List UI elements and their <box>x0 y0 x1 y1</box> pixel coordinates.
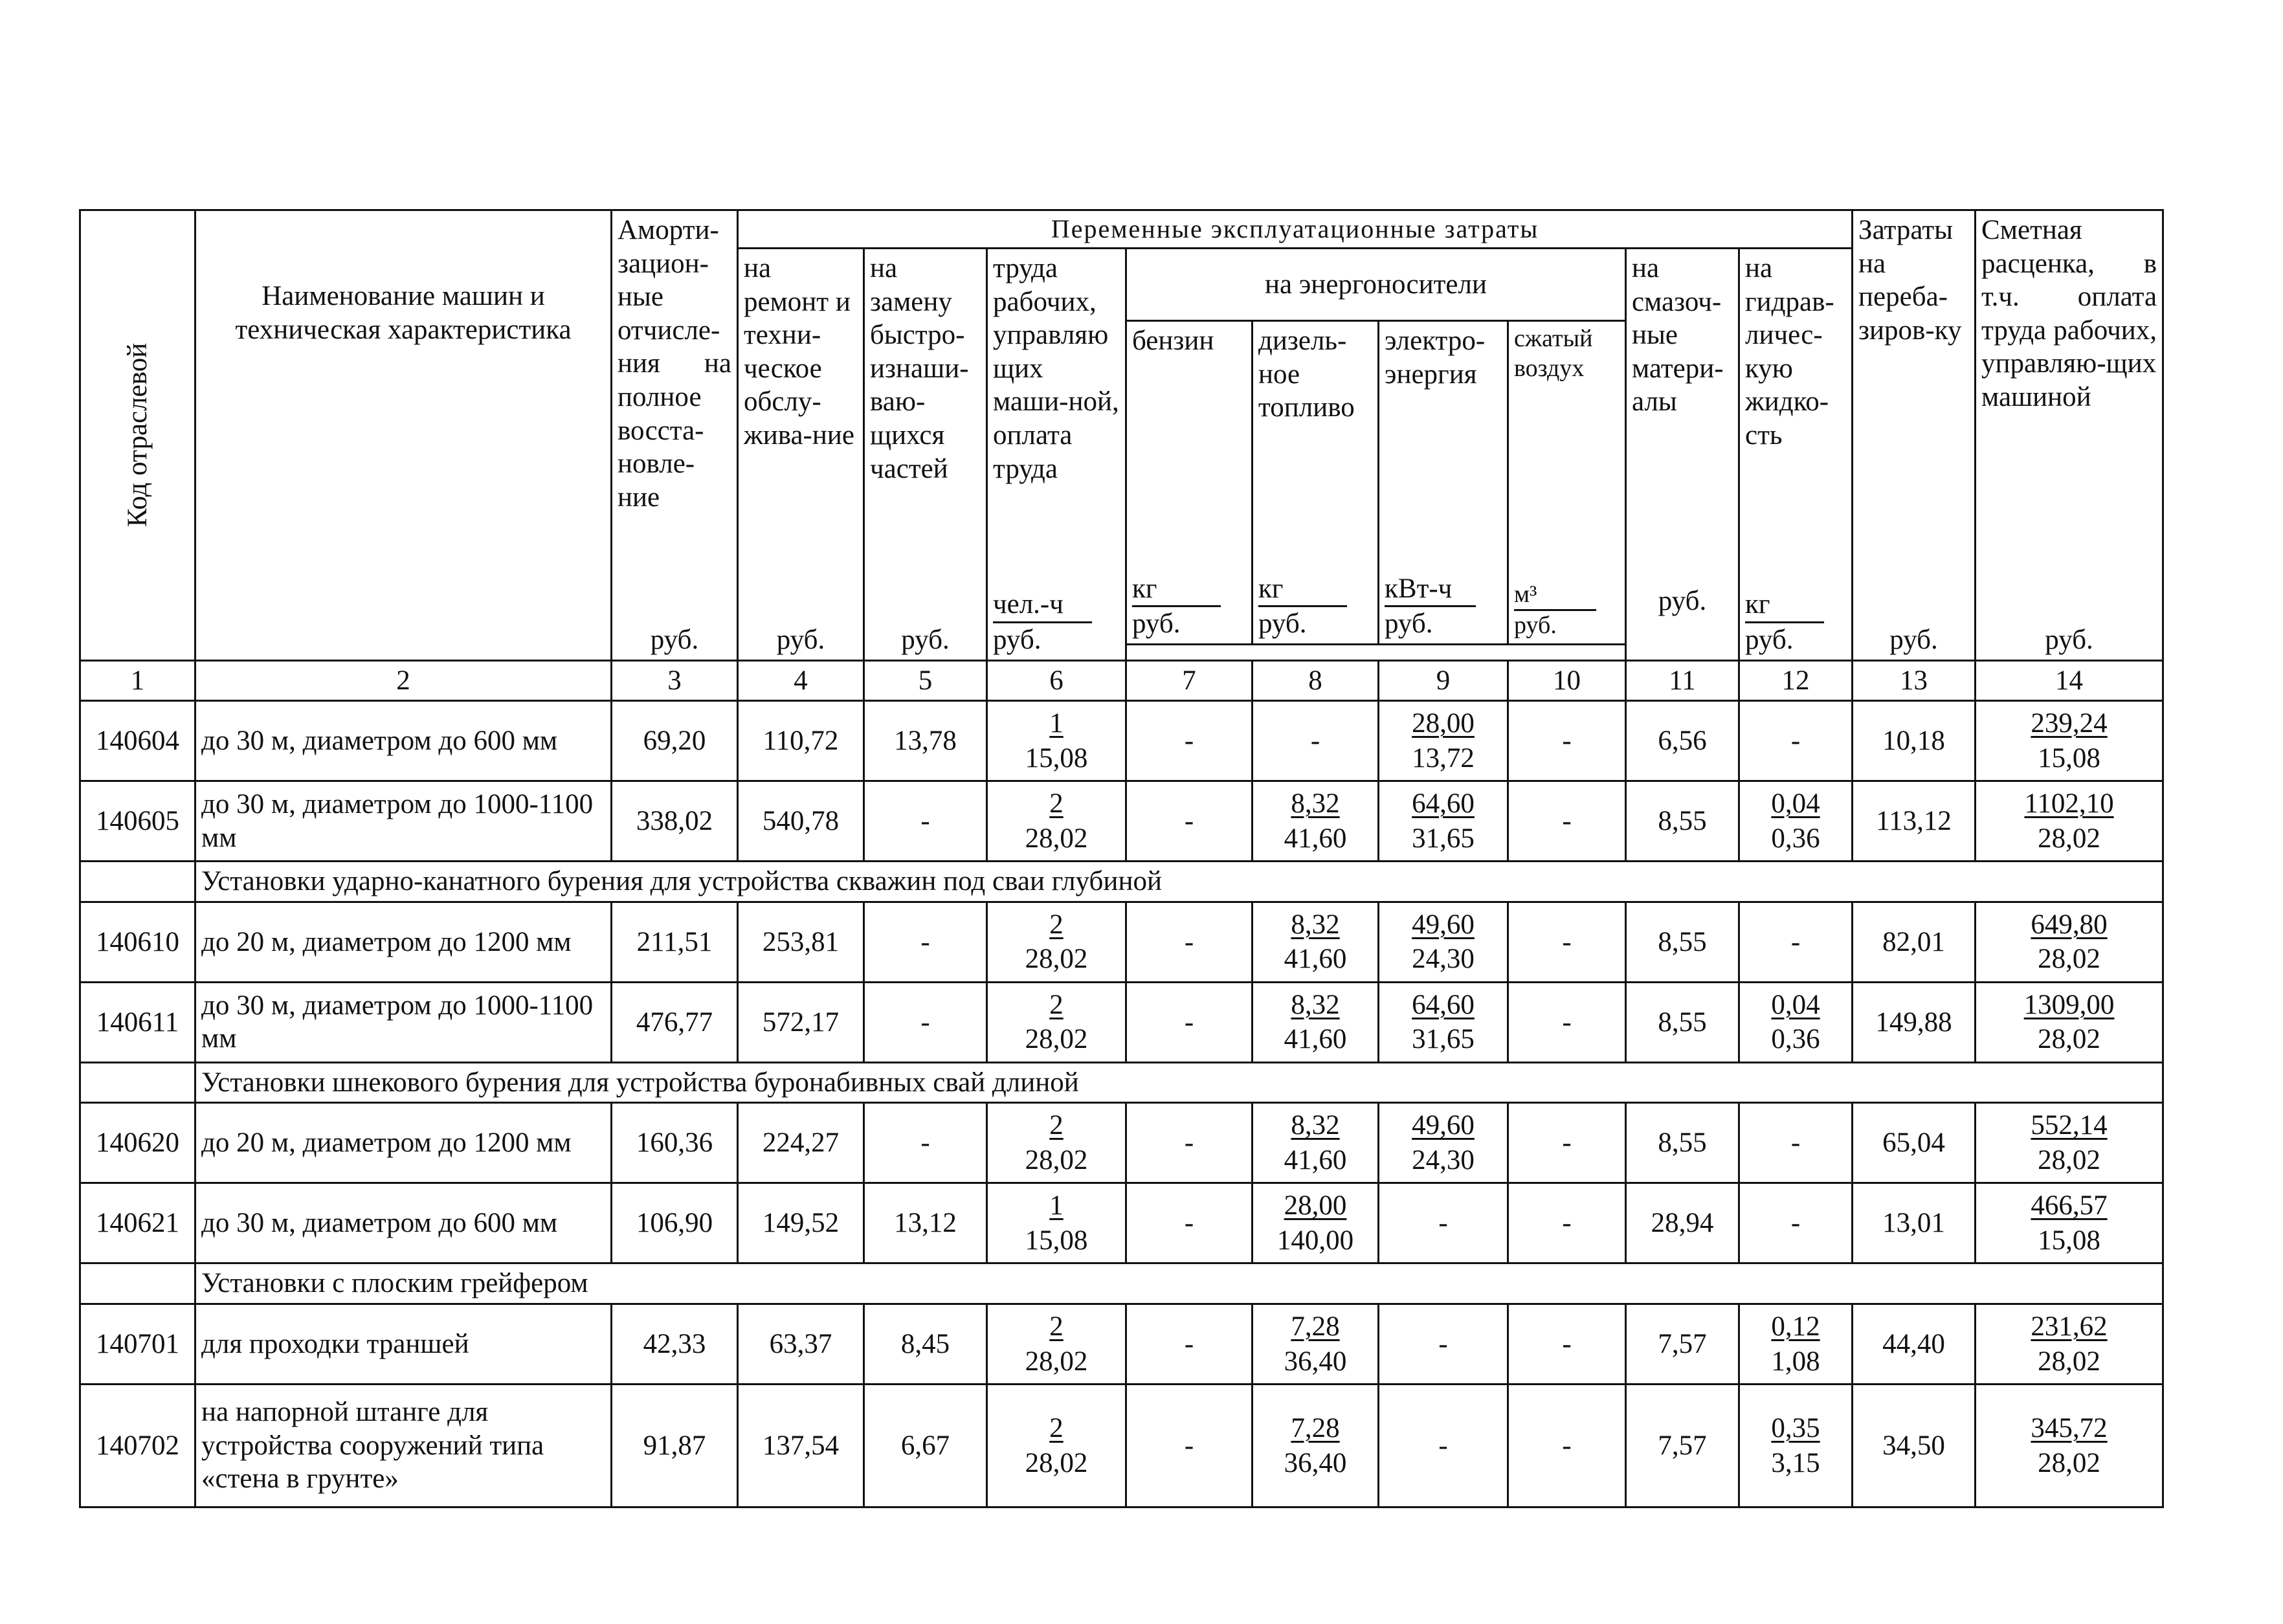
cell-c12: - <box>1739 701 1853 781</box>
section-title: Установки с плоским грейфером <box>195 1263 2163 1304</box>
fraction-bottom: 24,30 <box>1412 944 1475 975</box>
header-code <box>80 210 195 661</box>
fraction-value <box>2024 988 2115 1058</box>
cell-c9: - <box>1379 1304 1508 1385</box>
row-code: 140611 <box>80 982 195 1062</box>
section-row <box>80 1062 2163 1103</box>
cell-c14 <box>1976 1304 2163 1385</box>
cell-c7: - <box>1126 781 1253 862</box>
cell-c5: - <box>864 1103 987 1183</box>
cell-c10: - <box>1508 982 1626 1062</box>
section-spacer <box>80 1062 195 1103</box>
header-diesel <box>1253 321 1379 645</box>
header-air-unit-top: м³ <box>1514 580 1596 612</box>
header-hydraulic <box>1739 249 1853 661</box>
header-diesel-label: дизель-ное топливо <box>1258 326 1355 423</box>
fraction-value <box>1025 1411 1088 1481</box>
fraction-value <box>2031 907 2107 977</box>
table-row <box>80 1103 2163 1183</box>
cell-c11: 7,57 <box>1626 1304 1739 1385</box>
fraction-value <box>1412 706 1475 776</box>
cell-c14 <box>1976 1385 2163 1507</box>
fraction-top: 8,32 <box>1291 989 1340 1020</box>
row-code: 140701 <box>80 1304 195 1385</box>
fraction-bottom: 41,60 <box>1284 944 1347 975</box>
fraction-bottom: 31,65 <box>1412 823 1475 854</box>
fraction-value <box>1412 907 1475 977</box>
column-number: 12 <box>1739 660 1853 701</box>
header-lubricant-unit: руб. <box>1658 586 1707 617</box>
fraction-bottom: 28,02 <box>1025 1447 1088 1478</box>
cell-c7: - <box>1126 701 1253 781</box>
row-name: до 30 м, диаметром до 600 мм <box>195 1183 612 1263</box>
fraction-bottom: 28,02 <box>1025 1144 1088 1175</box>
cell-c14 <box>1976 1183 2163 1263</box>
cell-c8 <box>1253 1183 1379 1263</box>
cell-c8: - <box>1253 701 1379 781</box>
cell-c6 <box>987 1304 1126 1385</box>
fraction-bottom: 15,08 <box>2038 1225 2100 1256</box>
cell-c3: 42,33 <box>612 1304 738 1385</box>
cell-c4: 149,52 <box>738 1183 864 1263</box>
cell-c8 <box>1253 902 1379 982</box>
fraction-top: 1 <box>1049 1190 1064 1221</box>
header-air-unit-bottom: руб. <box>1514 612 1557 640</box>
fraction-value <box>1025 988 1088 1058</box>
cell-c4: 63,37 <box>738 1304 864 1385</box>
fraction-bottom: 41,60 <box>1284 1024 1347 1055</box>
cell-c13: 10,18 <box>1853 701 1976 781</box>
fraction-bottom: 28,02 <box>1025 1024 1088 1055</box>
machine-cost-table <box>79 209 2164 1508</box>
table-row <box>80 1304 2163 1385</box>
fraction-top: 64,60 <box>1412 989 1475 1020</box>
cell-c5: - <box>864 982 987 1062</box>
fraction-top: 239,24 <box>2031 707 2108 739</box>
fraction-value <box>2031 706 2107 776</box>
cell-c3: 211,51 <box>612 902 738 982</box>
cell-c14 <box>1976 1103 2163 1183</box>
section-spacer <box>80 1263 195 1304</box>
header-electric-unit-bottom: руб. <box>1385 608 1433 640</box>
cell-c12 <box>1739 1304 1853 1385</box>
cell-c4: 137,54 <box>738 1385 864 1507</box>
header-petrol <box>1126 321 1253 645</box>
cell-c10: - <box>1508 781 1626 862</box>
cell-c14 <box>1976 982 2163 1062</box>
header-petrol-unit-bottom: руб. <box>1132 608 1181 640</box>
cell-c8 <box>1253 982 1379 1062</box>
header-air-label: сжатый воздух <box>1514 325 1593 382</box>
header-parts <box>864 249 987 661</box>
fraction-top: 2 <box>1049 1412 1064 1443</box>
fraction-bottom: 15,08 <box>2038 742 2100 773</box>
cell-c14 <box>1976 781 2163 862</box>
row-name: до 30 м, диаметром до 1000-1100 мм <box>195 982 612 1062</box>
header-repair <box>738 249 864 661</box>
cell-c7: - <box>1126 1183 1253 1263</box>
fraction-value <box>2031 1309 2107 1379</box>
row-name: до 20 м, диаметром до 1200 мм <box>195 1103 612 1183</box>
table-row <box>80 902 2163 982</box>
fraction-value <box>1771 1309 1820 1379</box>
cell-c13: 34,50 <box>1853 1385 1976 1507</box>
column-number: 3 <box>612 660 738 701</box>
cell-c11: 7,57 <box>1626 1385 1739 1507</box>
column-number: 4 <box>738 660 864 701</box>
header-air <box>1508 321 1626 645</box>
cell-c6 <box>987 1385 1126 1507</box>
fraction-top: 2 <box>1049 1311 1064 1342</box>
fraction-value <box>1284 1309 1347 1379</box>
header-parts-unit: руб. <box>901 625 950 656</box>
row-code: 140605 <box>80 781 195 862</box>
fraction-value <box>1284 1108 1347 1178</box>
cell-c7: - <box>1126 1304 1253 1385</box>
fraction-value <box>1284 907 1347 977</box>
cell-c9 <box>1379 1103 1508 1183</box>
column-number: 6 <box>987 660 1126 701</box>
table-row <box>80 982 2163 1062</box>
fraction-value <box>1025 1309 1088 1379</box>
cell-c13: 44,40 <box>1853 1304 1976 1385</box>
cell-c4: 540,78 <box>738 781 864 862</box>
cell-c9 <box>1379 701 1508 781</box>
header-estimate-label: Сметная расценка, в т.ч. оплата труда рабочих, управляю-щих машиной <box>1981 215 2157 412</box>
fraction-top: 2 <box>1049 989 1064 1020</box>
fraction-bottom: 13,72 <box>1412 742 1475 773</box>
header-petrol-label: бензин <box>1132 326 1214 356</box>
fraction-value <box>1412 786 1475 856</box>
header-amort-label: Аморти-зацион-ные отчисле-ния на полное восста-новле-ние <box>618 215 731 513</box>
fraction-bottom: 36,40 <box>1284 1346 1347 1377</box>
column-number: 8 <box>1253 660 1379 701</box>
cell-c9: - <box>1379 1183 1508 1263</box>
cell-c10: - <box>1508 1304 1626 1385</box>
header-transport-unit: руб. <box>1889 625 1938 656</box>
fraction-value <box>1284 988 1347 1058</box>
cell-c3: 476,77 <box>612 982 738 1062</box>
column-number: 7 <box>1126 660 1253 701</box>
cell-c10: - <box>1508 1385 1626 1507</box>
column-number: 2 <box>195 660 612 701</box>
fraction-top: 1102,10 <box>2024 788 2114 819</box>
fraction-top: 8,32 <box>1291 788 1340 819</box>
fraction-top: 2 <box>1049 909 1064 940</box>
cell-c5: - <box>864 902 987 982</box>
column-number: 5 <box>864 660 987 701</box>
cell-c10: - <box>1508 1103 1626 1183</box>
cell-c12 <box>1739 781 1853 862</box>
cell-c5: 13,12 <box>864 1183 987 1263</box>
fraction-bottom: 28,02 <box>2038 944 2100 975</box>
fraction-bottom: 0,36 <box>1771 1024 1820 1055</box>
fraction-top: 2 <box>1049 788 1064 819</box>
fraction-top: 552,14 <box>2031 1110 2108 1141</box>
fraction-bottom: 3,15 <box>1771 1447 1820 1478</box>
row-code: 140620 <box>80 1103 195 1183</box>
fraction-top: 0,35 <box>1771 1412 1820 1443</box>
fraction-top: 8,32 <box>1291 1110 1340 1141</box>
cell-c7: - <box>1126 1103 1253 1183</box>
header-estimate <box>1976 210 2163 661</box>
cell-c7: - <box>1126 982 1253 1062</box>
section-row <box>80 862 2163 902</box>
fraction-top: 7,28 <box>1291 1311 1340 1342</box>
fraction-top: 649,80 <box>2031 909 2108 940</box>
cell-c5: 6,67 <box>864 1385 987 1507</box>
column-number: 14 <box>1976 660 2163 701</box>
fraction-bottom: 140,00 <box>1276 1225 1354 1256</box>
cell-c9 <box>1379 902 1508 982</box>
header-hydraulic-unit-top: кг <box>1745 588 1824 623</box>
cell-c10: - <box>1508 1183 1626 1263</box>
header-energy: на энергоносители <box>1126 249 1626 321</box>
fraction-value <box>1025 706 1088 776</box>
fraction-value <box>2031 1108 2107 1178</box>
cell-c9: - <box>1379 1385 1508 1507</box>
column-number: 13 <box>1853 660 1976 701</box>
section-spacer <box>80 862 195 902</box>
cell-c8 <box>1253 1304 1379 1385</box>
fraction-top: 231,62 <box>2031 1311 2108 1342</box>
fraction-top: 466,57 <box>2031 1190 2108 1221</box>
fraction-top: 0,12 <box>1771 1311 1820 1342</box>
header-lubricant <box>1626 249 1739 661</box>
header-labor-unit-top: чел.-ч <box>993 588 1092 623</box>
header-labor-unit-bottom: руб. <box>993 625 1041 656</box>
header-petrol-unit-top: кг <box>1132 572 1221 608</box>
fraction-value <box>2031 1188 2107 1258</box>
fraction-bottom: 28,02 <box>1025 944 1088 975</box>
cell-c6 <box>987 982 1126 1062</box>
header-code-label: Код отраслевой <box>122 343 153 528</box>
cell-c4: 253,81 <box>738 902 864 982</box>
fraction-bottom: 28,02 <box>1025 823 1088 854</box>
cell-c4: 572,17 <box>738 982 864 1062</box>
column-number-row <box>80 660 2163 701</box>
fraction-value <box>1025 786 1088 856</box>
fraction-bottom: 28,02 <box>2038 1024 2100 1055</box>
header-lubricant-label: на смазоч-ные матери-алы <box>1632 253 1724 417</box>
fraction-value <box>2024 786 2113 856</box>
fraction-bottom: 15,08 <box>1025 742 1088 773</box>
cell-c12: - <box>1739 1183 1853 1263</box>
cell-c11: 28,94 <box>1626 1183 1739 1263</box>
header-electric <box>1379 321 1508 645</box>
cell-c3: 160,36 <box>612 1103 738 1183</box>
fraction-value <box>1025 907 1088 977</box>
fraction-value <box>1025 1188 1088 1258</box>
cell-c7: - <box>1126 902 1253 982</box>
header-transport-label: Затраты на переба-зиров-ку <box>1858 215 1962 346</box>
fraction-top: 49,60 <box>1412 1110 1475 1141</box>
fraction-top: 0,04 <box>1771 989 1820 1020</box>
header-diesel-unit-bottom: руб. <box>1258 608 1307 640</box>
cell-c6 <box>987 1183 1126 1263</box>
cell-c6 <box>987 1103 1126 1183</box>
fraction-bottom: 28,02 <box>1025 1346 1088 1377</box>
fraction-bottom: 28,02 <box>2038 823 2100 854</box>
fraction-bottom: 41,60 <box>1284 1144 1347 1175</box>
fraction-top: 2 <box>1049 1110 1064 1141</box>
fraction-bottom: 41,60 <box>1284 823 1347 854</box>
fraction-value <box>1771 1411 1820 1481</box>
fraction-bottom: 31,65 <box>1412 1024 1475 1055</box>
cell-c3: 91,87 <box>612 1385 738 1507</box>
row-code: 140604 <box>80 701 195 781</box>
column-number: 1 <box>80 660 195 701</box>
cell-c10: - <box>1508 701 1626 781</box>
fraction-value <box>1771 786 1820 856</box>
row-name: до 30 м, диаметром до 600 мм <box>195 701 612 781</box>
header-repair-label: на ремонт и техни-ческое обслу-жива-ние <box>744 253 854 450</box>
fraction-top: 7,28 <box>1291 1412 1340 1443</box>
table-row <box>80 781 2163 862</box>
fraction-top: 1309,00 <box>2023 989 2115 1020</box>
cell-c14 <box>1976 902 2163 982</box>
header-repair-unit: руб. <box>776 625 825 656</box>
fraction-top: 28,00 <box>1412 707 1475 739</box>
header-variable-costs: Переменные эксплуатационные затраты <box>738 210 1853 249</box>
cell-c8 <box>1253 1385 1379 1507</box>
fraction-bottom: 24,30 <box>1412 1144 1475 1175</box>
cell-c11: 8,55 <box>1626 902 1739 982</box>
cell-c6 <box>987 701 1126 781</box>
cell-c10: - <box>1508 902 1626 982</box>
cell-c13: 65,04 <box>1853 1103 1976 1183</box>
fraction-value <box>1284 1411 1347 1481</box>
cell-c3: 69,20 <box>612 701 738 781</box>
fraction-bottom: 0,36 <box>1771 823 1820 854</box>
cell-c12: - <box>1739 1103 1853 1183</box>
header-electric-label: электро-энергия <box>1385 326 1486 390</box>
header-name-label: Наименование машин и техническая характеристика <box>235 281 572 345</box>
header-parts-label: на замену быстро-изнаши-ваю-щихся частей <box>870 253 969 484</box>
fraction-value <box>1412 988 1475 1058</box>
header-labor-label: труда рабочих, управляю щих маши-ной, оплата труда <box>993 253 1119 484</box>
header-amort <box>612 210 738 661</box>
fraction-bottom: 28,02 <box>2038 1144 2100 1175</box>
fraction-bottom: 15,08 <box>1025 1225 1088 1256</box>
cell-c11: 8,55 <box>1626 1103 1739 1183</box>
row-name: до 20 м, диаметром до 1200 мм <box>195 902 612 982</box>
fraction-value <box>2031 1411 2107 1481</box>
row-name: на напорной штанге для устройства сооружений типа «стена в грунте» <box>195 1385 612 1507</box>
fraction-value <box>1412 1108 1475 1178</box>
cell-c12: - <box>1739 902 1853 982</box>
cell-c6 <box>987 781 1126 862</box>
fraction-bottom: 1,08 <box>1771 1346 1820 1377</box>
cell-c12 <box>1739 982 1853 1062</box>
fraction-bottom: 36,40 <box>1284 1447 1347 1478</box>
section-row <box>80 1263 2163 1304</box>
row-code: 140702 <box>80 1385 195 1507</box>
cell-c13: 82,01 <box>1853 902 1976 982</box>
header-diesel-unit-top: кг <box>1258 572 1347 608</box>
fraction-top: 1 <box>1049 707 1064 739</box>
cell-c5: 13,78 <box>864 701 987 781</box>
fraction-top: 49,60 <box>1412 909 1475 940</box>
cell-c9 <box>1379 982 1508 1062</box>
fraction-value <box>1284 786 1347 856</box>
cell-c11: 6,56 <box>1626 701 1739 781</box>
column-number: 11 <box>1626 660 1739 701</box>
cell-c11: 8,55 <box>1626 982 1739 1062</box>
cell-c3: 338,02 <box>612 781 738 862</box>
fraction-top: 64,60 <box>1412 788 1475 819</box>
row-name: для проходки траншей <box>195 1304 612 1385</box>
cell-c8 <box>1253 1103 1379 1183</box>
cell-c7: - <box>1126 1385 1253 1507</box>
header-electric-unit-top: кВт-ч <box>1385 572 1476 608</box>
header-name <box>195 210 612 661</box>
cell-c13: 149,88 <box>1853 982 1976 1062</box>
cell-c8 <box>1253 781 1379 862</box>
cell-c11: 8,55 <box>1626 781 1739 862</box>
column-number: 10 <box>1508 660 1626 701</box>
column-number: 9 <box>1379 660 1508 701</box>
header-amort-unit: руб. <box>650 625 699 656</box>
table-row <box>80 701 2163 781</box>
section-title: Установки шнекового бурения для устройства буронабивных свай длиной <box>195 1062 2163 1103</box>
fraction-top: 28,00 <box>1284 1190 1347 1221</box>
fraction-top: 8,32 <box>1291 909 1340 940</box>
fraction-bottom: 28,02 <box>2038 1447 2100 1478</box>
cell-c14 <box>1976 701 2163 781</box>
cell-c6 <box>987 902 1126 982</box>
header-hydraulic-label: на гидрав-личес-кую жидко-сть <box>1745 253 1834 450</box>
header-hydraulic-unit-bottom: руб. <box>1745 625 1794 656</box>
row-code: 140610 <box>80 902 195 982</box>
cell-c5: 8,45 <box>864 1304 987 1385</box>
row-code: 140621 <box>80 1183 195 1263</box>
table-row <box>80 1183 2163 1263</box>
row-name: до 30 м, диаметром до 1000-1100 мм <box>195 781 612 862</box>
cell-c13: 13,01 <box>1853 1183 1976 1263</box>
fraction-bottom: 28,02 <box>2038 1346 2100 1377</box>
header-labor <box>987 249 1126 661</box>
cell-c3: 106,90 <box>612 1183 738 1263</box>
fraction-value <box>1025 1108 1088 1178</box>
header-estimate-unit: руб. <box>2045 625 2093 656</box>
cell-c9 <box>1379 781 1508 862</box>
cell-c4: 110,72 <box>738 701 864 781</box>
fraction-value <box>1277 1188 1353 1258</box>
cell-c12 <box>1739 1385 1853 1507</box>
cell-c5: - <box>864 781 987 862</box>
table-row <box>80 1385 2163 1507</box>
cell-c4: 224,27 <box>738 1103 864 1183</box>
fraction-value <box>1771 988 1820 1058</box>
fraction-top: 345,72 <box>2031 1412 2108 1443</box>
header-transport <box>1853 210 1976 661</box>
cell-c13: 113,12 <box>1853 781 1976 862</box>
fraction-top: 0,04 <box>1771 788 1820 819</box>
section-title: Установки ударно-канатного бурения для устройства скважин под сваи глубиной <box>195 862 2163 902</box>
